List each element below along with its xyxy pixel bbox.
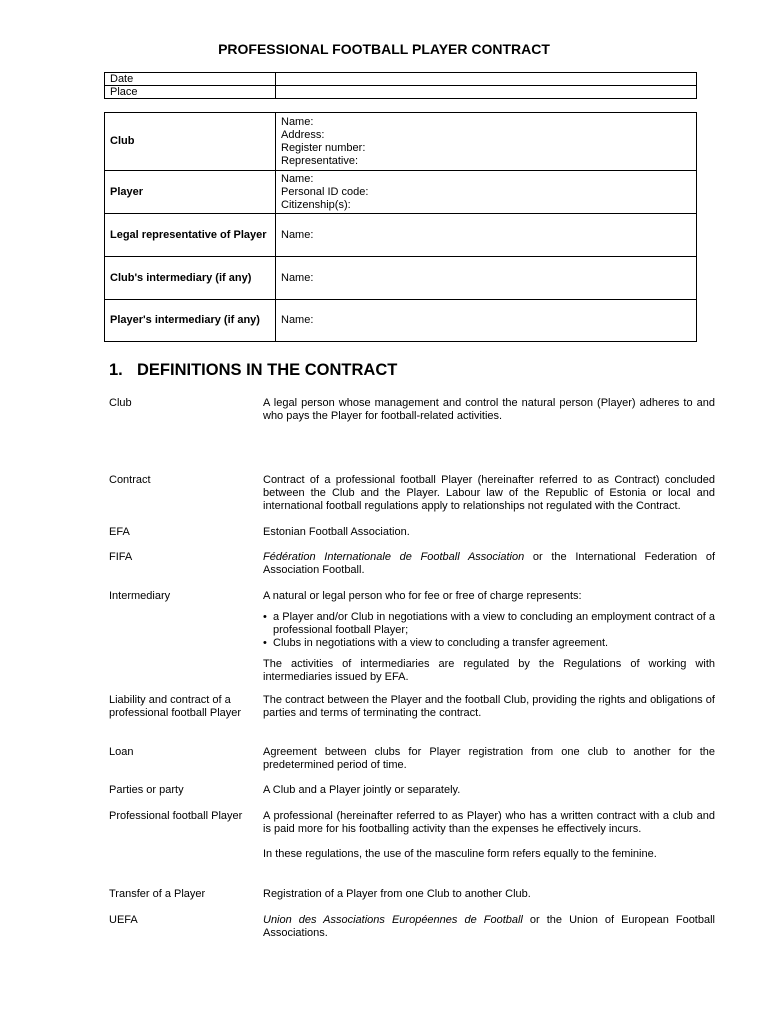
term-parties: Parties or party: [109, 784, 184, 796]
term-transfer: Transfer of a Player: [109, 888, 206, 900]
intermediary-bullet-list: [263, 611, 715, 650]
section-number: 1.: [109, 361, 123, 379]
section-title: DEFINITIONS IN THE CONTRACT: [137, 361, 398, 379]
player-intermediary-row: [105, 300, 697, 342]
uefa-description: or the Union of European Football Associations.: [263, 914, 715, 939]
date-label: Date: [105, 73, 276, 86]
document-title: PROFESSIONAL FOOTBALL PLAYER CONTRACT: [218, 41, 550, 57]
definition-uefa-text: [263, 914, 715, 940]
term-liability: Liability and contract of a professional football Player: [109, 694, 242, 719]
definition-parties-text: A Club and a Player jointly or separately.: [263, 784, 461, 796]
player-label: Player: [105, 171, 276, 214]
definition-uefa: [263, 914, 715, 940]
definition-contract: [263, 474, 715, 513]
term-contract: Contract: [109, 474, 151, 486]
term-uefa: UEFA: [109, 914, 138, 926]
list-item: • Clubs in negotiations with a view to concluding a transfer agreement.: [263, 637, 715, 650]
definition-intermediary-intro: A natural or legal person who for fee or free of charge represents:: [263, 590, 582, 602]
definition-professional-note: In these regulations, the use of the masculine form refers equally to the feminine.: [263, 848, 657, 860]
definition-fifa: [263, 551, 715, 577]
definition-efa-text: Estonian Football Association.: [263, 526, 410, 538]
definition-fifa-text: [263, 551, 715, 577]
list-item: • a Player and/or Club in negotiations with a view to concluding an employment contract of a professional football Player;: [263, 611, 715, 637]
definition-transfer: [263, 888, 715, 901]
club-intermediary-name-field: Name:: [281, 271, 314, 284]
club-name-field: Name:: [281, 115, 314, 128]
club-register-number-field: Register number:: [281, 141, 366, 154]
definition-liability-text: The contract between the Player and the football Club, providing the rights and obligations of parties and terms of terminating the contract.: [263, 694, 715, 719]
player-fields[interactable]: [276, 171, 697, 214]
legal-representative-row: [105, 214, 697, 257]
legal-representative-fields[interactable]: [276, 214, 697, 257]
definition-intermediary: [263, 590, 715, 684]
club-intermediary-label: Club's intermediary (if any): [105, 257, 276, 300]
date-value[interactable]: [276, 73, 697, 86]
definition-transfer-text: Registration of a Player from one Club to another Club.: [263, 888, 531, 900]
definition-club-text: A legal person whose management and control the natural person (Player) adheres to and who pays the Player for football-related activities.: [263, 397, 715, 422]
term-fifa: FIFA: [109, 551, 133, 563]
term-club: Club: [109, 397, 132, 409]
club-intermediary-row: [105, 257, 697, 300]
definition-parties: [263, 784, 715, 797]
club-intermediary-fields[interactable]: [276, 257, 697, 300]
definition-efa: [263, 526, 715, 539]
date-row: [105, 73, 697, 86]
definition-club: [263, 397, 715, 423]
fifa-full-name: Fédération Internationale de Football Association: [263, 551, 525, 563]
legal-representative-label: Legal representative of Player: [105, 214, 276, 257]
date-place-table: [104, 72, 697, 99]
player-intermediary-name-field: Name:: [281, 314, 314, 326]
player-intermediary-label: Player's intermediary (if any): [105, 300, 276, 342]
definition-loan-text: Agreement between clubs for Player registration from one club to another for the predetermined period of time.: [263, 746, 715, 771]
term-professional-football-player: Professional football Player: [109, 810, 243, 822]
club-fields[interactable]: [276, 113, 697, 171]
parties-table: [104, 112, 697, 342]
place-row: [105, 86, 697, 99]
fifa-description: or the International Federation of Association Football.: [263, 551, 715, 576]
club-label: Club: [105, 113, 276, 171]
club-row: [105, 113, 697, 171]
term-loan: Loan: [109, 746, 134, 758]
definition-contract-text: Contract of a professional football Player (hereinafter referred to as Contract) concluded between the Club and the Player. Labour law of the Republic of Estonia or local and international football regulations apply to relationships not regulated with the Contract.: [263, 474, 715, 512]
definition-loan: [263, 746, 715, 772]
club-address-field: Address:: [281, 128, 325, 141]
legal-representative-name-field: Name:: [281, 228, 314, 241]
term-efa: EFA: [109, 526, 130, 538]
player-citizenship-field: Citizenship(s):: [281, 198, 351, 211]
player-intermediary-fields[interactable]: [276, 300, 697, 342]
definition-liability: [263, 694, 715, 720]
player-name-field: Name:: [281, 172, 314, 185]
definition-professional-text: A professional (hereinafter referred to as Player) who has a written contract with a club and is paid more for his footballing activity than the expenses he effectively incurs.: [263, 810, 715, 835]
definition-intermediary-outro: The activities of intermediaries are regulated by the Regulations of working with intermediaries issued by EFA.: [263, 658, 715, 683]
section-heading-definitions: [109, 361, 398, 379]
player-id-code-field: Personal ID code:: [281, 185, 369, 198]
uefa-full-name: Union des Associations Européennes de Football: [263, 914, 523, 926]
definition-professional-football-player: [263, 810, 715, 861]
player-row: [105, 171, 697, 214]
place-label: Place: [105, 86, 276, 99]
place-value[interactable]: [276, 86, 697, 99]
club-representative-field: Representative:: [281, 154, 359, 167]
term-intermediary: Intermediary: [109, 590, 171, 602]
